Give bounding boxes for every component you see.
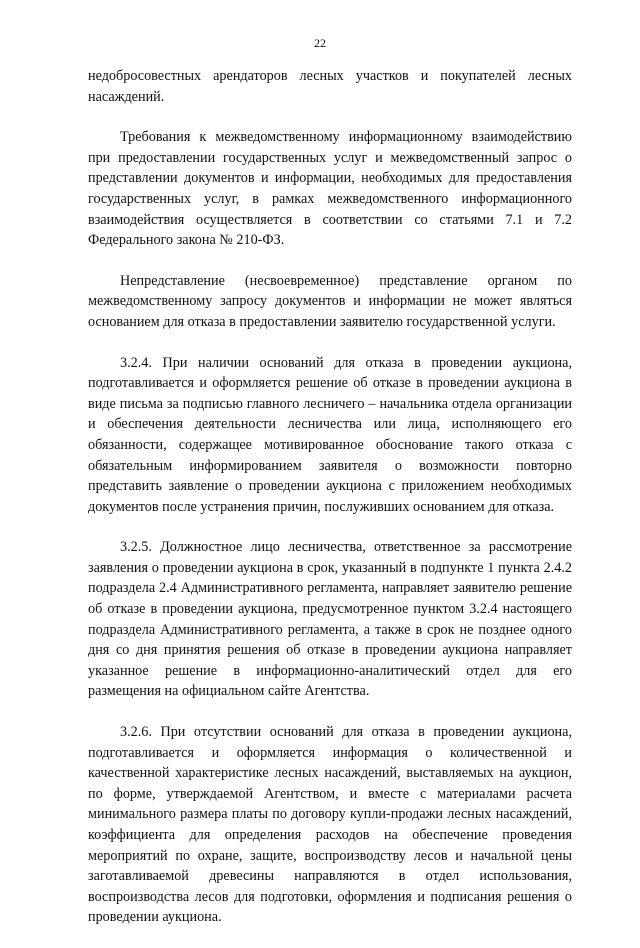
paragraph-continuation: недобросовестных арендаторов лесных участков и покупателей лесных насаждений. bbox=[88, 68, 572, 105]
paragraph-3-2-6: 3.2.6. При отсутствии оснований для отказа в проведении аукциона, подготавливается и оформляется информация о количественной и качественной характеристике лесных насаждений, выставляемых на аукцион, по форме, утверждаемой Агентством, и вместе с материалами расчета минимального размера платы по договору купли-продажи лесных насаждений, коэффициента для определения расходов на обеспечение проведения мероприятий по охране, защите, воспроизводству лесов и начальной цены заготавливаемой древесины направляются в отдел использования, воспроизводства лесов для подготовки, оформления и подписания решения о проведении аукциона. bbox=[88, 724, 572, 926]
paragraph-3-2-5: 3.2.5. Должностное лицо лесничества, ответственное за рассмотрение заявления о проведении аукциона в срок, указанный в подпункте 1 пункта 2.4.2 подраздела 2.4 Административного регламента, направляет заявителю решение об отказе в проведении аукциона, предусмотренное пунктом 3.2.4 настоящего подраздела Административного регламента, а также в срок не позднее одного дня со дня принятия решения об отказе в проведении аукциона направляет указанное решение в информационно-аналитический отдел для его размещения на официальном сайте Агентства. bbox=[88, 539, 572, 700]
paragraph-interagency-requirements: Требования к межведомственному информационному взаимодействию при предоставлении государственных услуг и межведомственный запрос о представлении документов и информации, необходимых для предоставления государственных услуг, в рамках межведомственного информационного взаимодействия осуществляется в соответствии со статьями 7.1 и 7.2 Федерального закона № 210-ФЗ. bbox=[88, 129, 572, 249]
page-number: 22 bbox=[314, 36, 326, 50]
paragraph-3-2-4: 3.2.4. При наличии оснований для отказа в проведении аукциона, подготавливается и оформляется решение об отказе в проведении аукциона в виде письма за подписью главного лесничего – начальника отдела организации и обеспечения деятельности лесничества или лица, исполняющего его обязанности, содержащее мотивированное обоснование такого отказа с обязательным информированием заявителя о возможности повторно представить заявление о проведении аукциона с приложением необходимых документов после устранения причин, послуживших основанием для отказа. bbox=[88, 354, 572, 515]
page-body bbox=[88, 66, 572, 948]
paragraph-non-submission: Непредставление (несвоевременное) представление органом по межведомственному запросу документов и информации не может являться основанием для отказа в предоставлении заявителю государственной услуги. bbox=[88, 272, 572, 330]
